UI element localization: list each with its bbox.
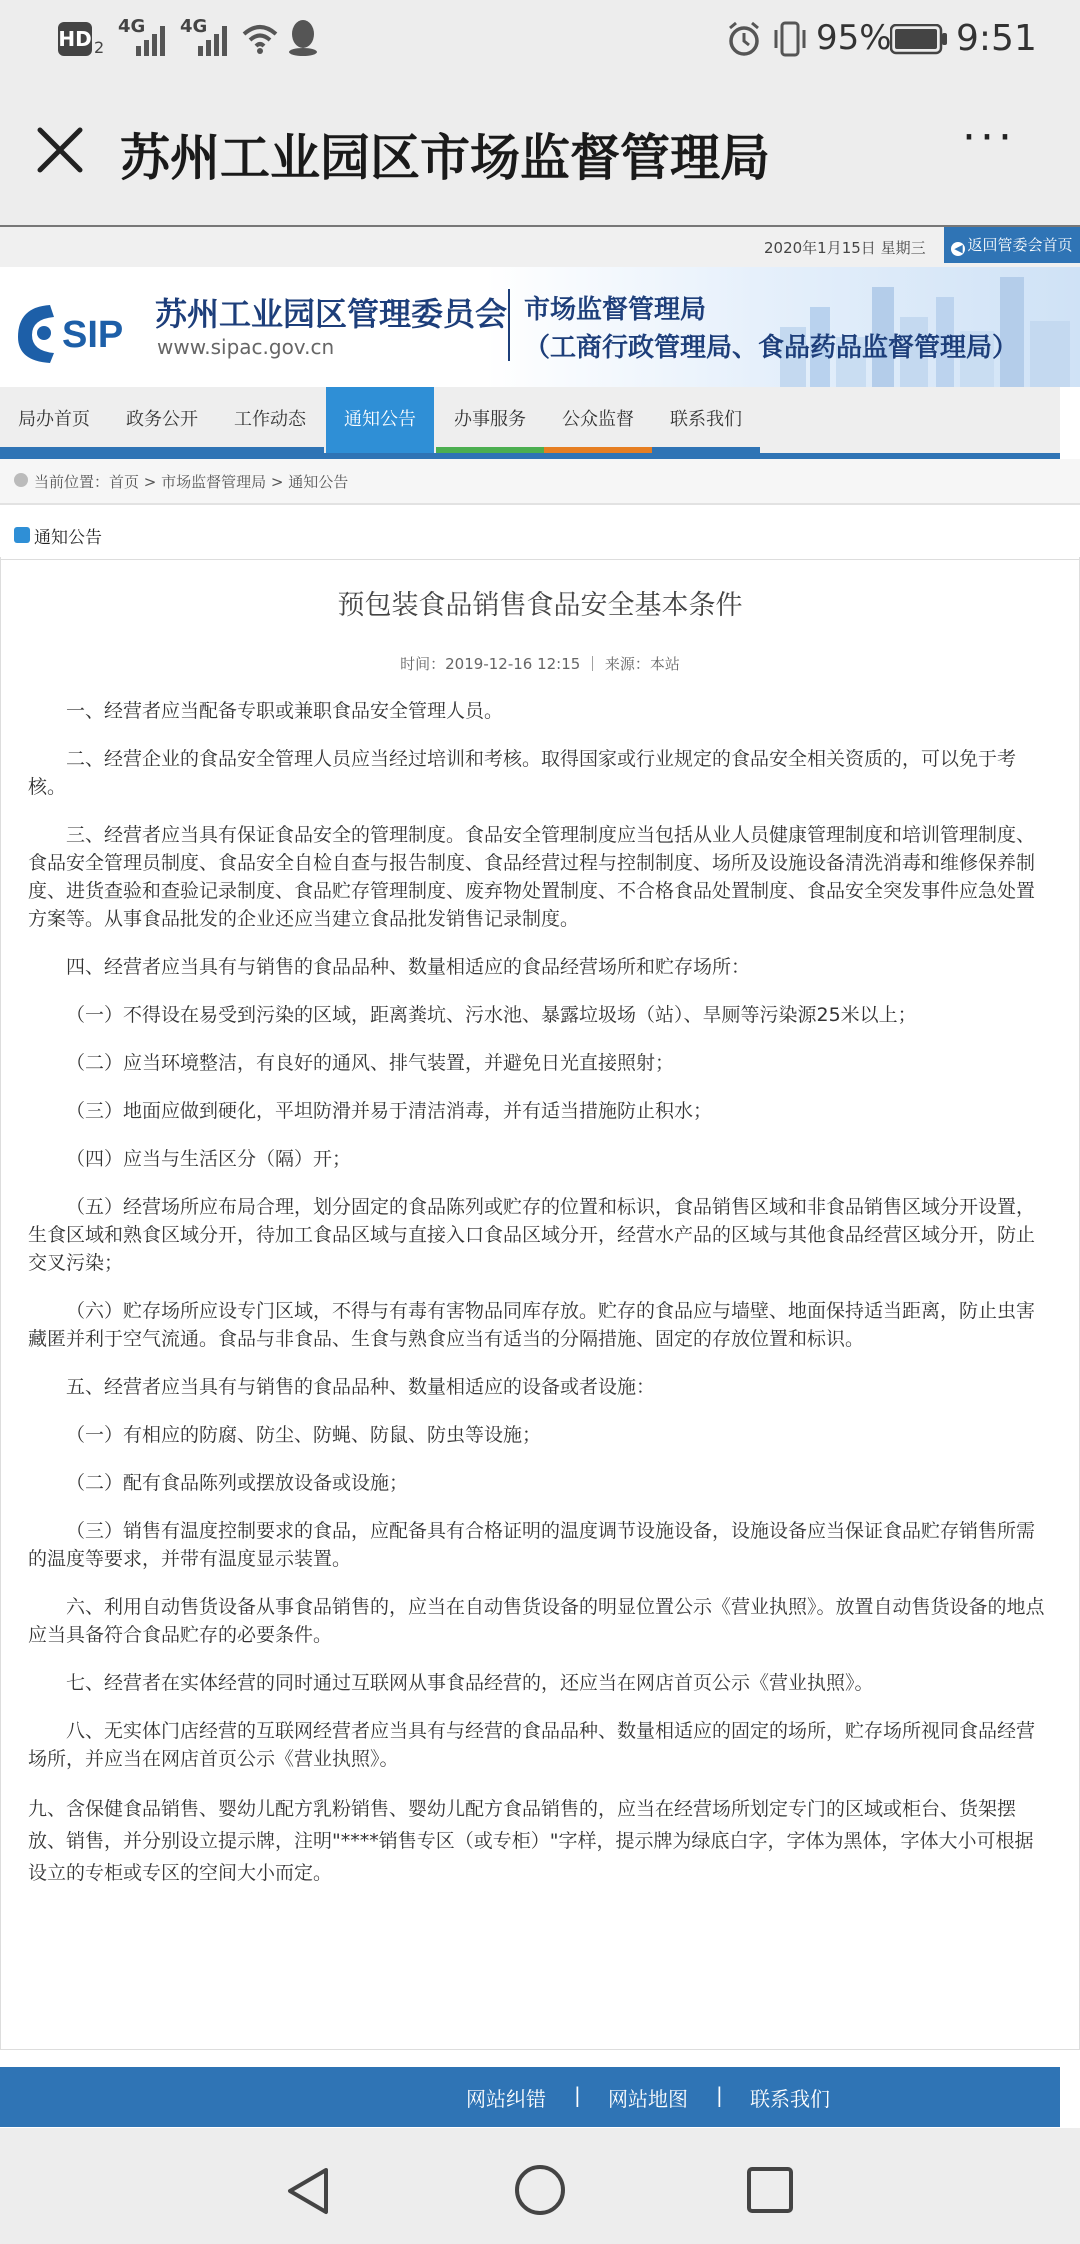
section-arrow-icon xyxy=(14,527,30,543)
battery-icon xyxy=(890,24,948,56)
nav-services[interactable] xyxy=(436,387,544,453)
footer-separator: | xyxy=(716,2083,723,2107)
paragraph: 四、经营者应当具有与销售的食品品种、数量相适应的食品经营场所和贮存场所： xyxy=(66,956,751,978)
article-title: 预包装食品销售食品安全基本条件 xyxy=(337,590,743,621)
hd-sub-label: 2 xyxy=(94,38,105,57)
paragraph: （三）地面应做到硬化，平坦防滑并易于清洁消毒，并有适当措施防止积水； xyxy=(66,1100,713,1122)
nav-contact[interactable] xyxy=(652,387,760,453)
nav-supervision[interactable] xyxy=(544,387,652,453)
org-name: 苏州工业园区管理委员会 xyxy=(155,295,508,333)
paragraph: 三、经营者应当具有保证食品安全的管理制度。食品安全管理制度应当包括从业人员健康管理制度和培训管理制度、食品安全管理员制度、食品安全自检自查与报告制度、食品经营过程与控制制度、场所及设施设备清洗消毒和维修保养制度、进货查验和查验记录制度、食品贮存管理制度、废弃物处置制度、不合格食品处置制度、食品安全突发事件应急处置方案等。从事食品批发的企业还应当建立食品批发销售记录制度。 xyxy=(28,824,1036,930)
paragraph: （二）配有食品陈列或摆放设备或设施； xyxy=(66,1472,409,1494)
sip-logo xyxy=(10,287,150,367)
wifi-icon xyxy=(240,20,280,56)
nav-home-label: 局办首页 xyxy=(18,409,90,430)
paragraph: （一）有相应的防腐、防尘、防蝇、防鼠、防虫等设施； xyxy=(66,1424,542,1446)
paragraph: （二）应当环境整洁，有良好的通风、排气装置，并避免日光直接照射； xyxy=(66,1052,675,1074)
back-arrow-icon: ◀ xyxy=(951,242,965,256)
status-bar xyxy=(0,0,1080,80)
breadcrumb xyxy=(0,459,1080,504)
paragraph: （一）不得设在易受到污染的区域，距离粪坑、污水池、暴露垃圾场（站）、旱厕等污染源25米以上； xyxy=(66,1004,917,1026)
paragraph: 七、经营者在实体经营的同时通过互联网从事食品经营的，还应当在网店首页公示《营业执照》。 xyxy=(66,1672,874,1694)
nav-notices-label: 通知公告 xyxy=(344,409,416,430)
hd-icon: HD xyxy=(58,22,92,56)
nav-gov-affairs-label: 政务公开 xyxy=(126,409,198,430)
footer-link-sitemap[interactable]: 网站地图 xyxy=(608,2087,688,2111)
web-content[interactable] xyxy=(0,227,1080,2127)
banner-divider xyxy=(508,289,510,361)
back-triangle-icon[interactable] xyxy=(282,2164,334,2218)
footer-link-contact[interactable]: 联系我们 xyxy=(750,2087,830,2111)
page-title: 苏州工业园区市场监督管理局 xyxy=(120,129,770,187)
recents-square-icon[interactable] xyxy=(744,2164,796,2216)
svg-text:SIP: SIP xyxy=(62,314,124,356)
paragraph: （四）应当与生活区分（隔）开； xyxy=(66,1148,352,1170)
paragraph: 九、含保健食品销售、婴幼儿配方乳粉销售、婴幼儿配方食品销售的，应当在经营场所划定专门的区域或柜台、货架摆放、销售，并分别设立提示牌，注明"****销售专区（或专柜）"字样，提示牌为绿底白字，字体为黑体，字体大小可根据设立的专柜或专区的空间大小而定。 xyxy=(28,1798,1034,1884)
back-admin-label: 返回管委会首页 xyxy=(967,236,1073,254)
paragraph: （六）贮存场所应设专门区域，不得与有毒有害物品同库存放。贮存的食品应与墙壁、地面保持适当距离，防止虫害藏匿并利于空气流通。食品与非食品、生食与熟食应当有适当的分隔措施、固定的存放位置和标识。 xyxy=(28,1300,1036,1350)
more-options-button[interactable]: ··· xyxy=(962,112,1016,163)
section-title: 通知公告 xyxy=(34,528,102,548)
battery-percent: 95% xyxy=(816,18,892,58)
nav-work-news-label: 工作动态 xyxy=(234,409,306,430)
net2-label: 4G xyxy=(180,16,208,37)
nav-services-label: 办事服务 xyxy=(454,409,526,430)
qq-icon xyxy=(286,18,320,58)
footer-separator: | xyxy=(574,2083,581,2107)
net1-label: 4G xyxy=(118,16,146,37)
nav-supervision-label: 公众监督 xyxy=(562,409,634,430)
article-body xyxy=(28,697,1052,1909)
top-strip xyxy=(0,227,1080,267)
paragraph: （五）经营场所应布局合理，划分固定的食品陈列或贮存的位置和标识，食品销售区域和非食品销售区域分开设置，生食区域和熟食区域分开，待加工食品区域与直接入口食品区域分开，经营水产品的区域与其他食品经营区域分开，防止交叉污染； xyxy=(28,1196,1036,1274)
footer-link-error-report[interactable]: 网站纠错 xyxy=(466,2087,546,2111)
paragraph: 一、经营者应当配备专职或兼职食品安全管理人员。 xyxy=(66,700,504,722)
clock: 9:51 xyxy=(956,18,1037,59)
home-circle-icon[interactable] xyxy=(512,2162,568,2218)
section-header xyxy=(0,503,1080,560)
main-nav xyxy=(0,387,1060,453)
close-icon[interactable] xyxy=(30,120,90,180)
nav-contact-label: 联系我们 xyxy=(670,409,742,430)
nav-work-news[interactable] xyxy=(216,387,324,453)
paragraph: 二、经营企业的食品安全管理人员应当经过培训和考核。取得国家或行业规定的食品安全相关资质的，可以免于考核。 xyxy=(28,748,1017,798)
date-text: 2020年1月15日 星期三 xyxy=(764,239,926,257)
article-meta: 时间：2019-12-16 12:15 ｜ 来源：本站 xyxy=(400,655,680,673)
signal-icon-2 xyxy=(196,22,232,58)
breadcrumb-text[interactable]: 当前位置：首页 > 市场监督管理局 > 通知公告 xyxy=(34,473,349,491)
bureau-subtitle: （工商行政管理局、食品药品监督管理局） xyxy=(524,333,1019,363)
bureau-name: 市场监督管理局 xyxy=(524,295,707,325)
alarm-icon xyxy=(726,20,762,58)
paragraph: 六、利用自动售货设备从事食品销售的，应当在自动售货设备的明显位置公示《营业执照》。放置自动售货设备的地点应当具备符合食品贮存的必要条件。 xyxy=(28,1596,1045,1646)
system-nav-bar xyxy=(0,2128,1080,2244)
site-footer xyxy=(0,2067,1060,2127)
nav-home[interactable] xyxy=(0,387,108,453)
nav-gov-affairs[interactable] xyxy=(108,387,216,453)
signal-icon xyxy=(134,22,170,58)
back-admin-button[interactable] xyxy=(944,227,1080,263)
org-url: www.sipac.gov.cn xyxy=(157,335,335,359)
site-banner xyxy=(0,267,1080,387)
location-icon xyxy=(14,473,28,487)
paragraph: （三）销售有温度控制要求的食品，应配备具有合格证明的温度调节设施设备，设施设备应当保证食品贮存销售所需的温度等要求，并带有温度显示装置。 xyxy=(28,1520,1036,1570)
paragraph: 五、经营者应当具有与销售的食品品种、数量相适应的设备或者设施： xyxy=(66,1376,656,1398)
nav-notices[interactable] xyxy=(326,387,434,453)
paragraph: 八、无实体门店经营的互联网经营者应当具有与经营的食品品种、数量相适应的固定的场所，贮存场所视同食品经营场所，并应当在网店首页公示《营业执照》。 xyxy=(28,1720,1036,1770)
vibrate-icon xyxy=(770,20,810,58)
